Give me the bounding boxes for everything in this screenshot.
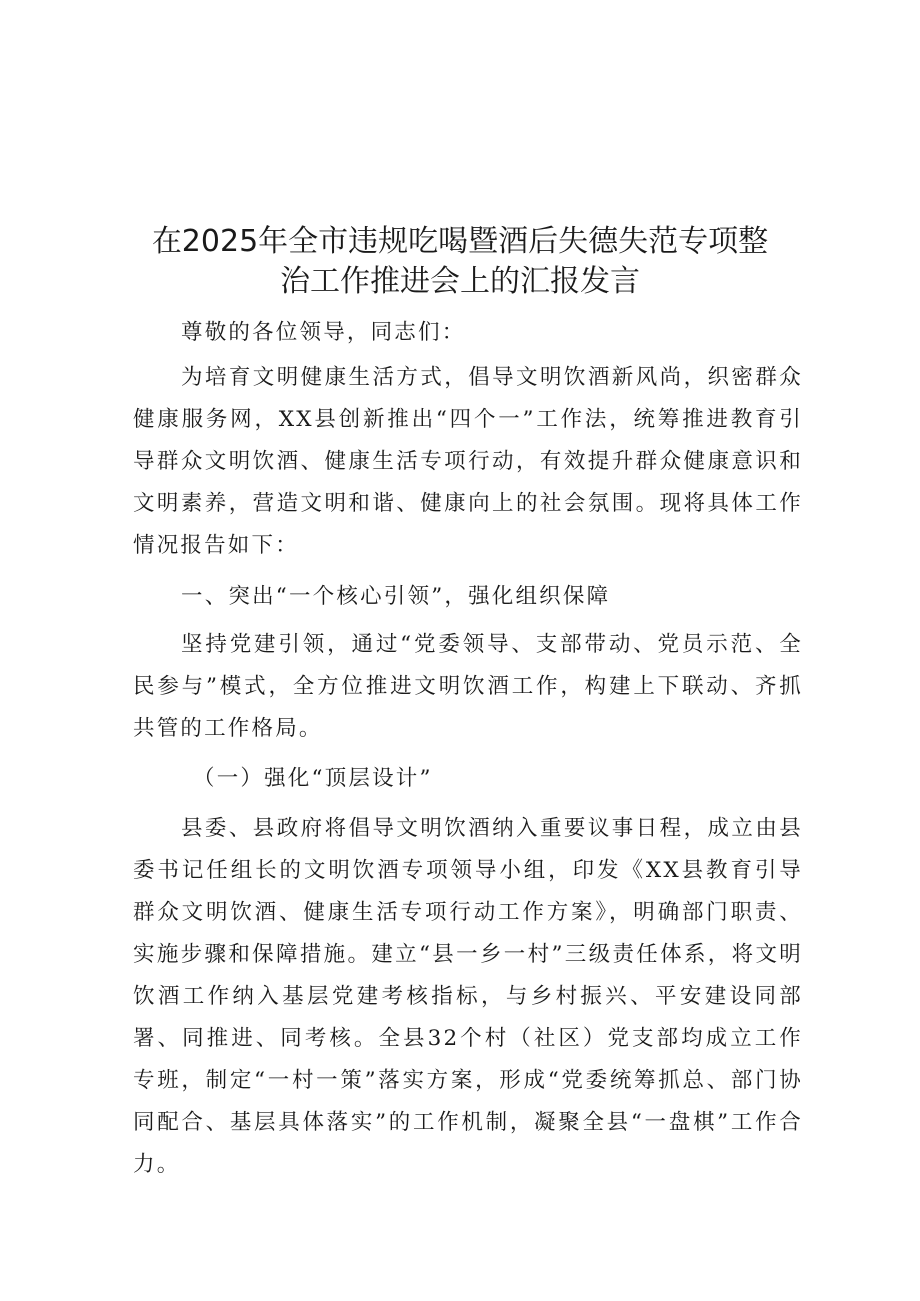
- document-title-line-1: 在2025年全市违规吃喝暨酒后失德失范专项整: [151, 224, 769, 259]
- section-1-paragraph: 坚持党建引领，通过“党委领导、支部带动、党员示范、全民参与”模式，全方位推进文明饮酒工作，构建上下联动、齐抓共管的工作格局。: [133, 632, 803, 741]
- document-title-line-2: 治工作推进会上的汇报发言: [280, 264, 640, 299]
- subsection-heading-1: （一）强化“顶层设计”: [193, 766, 433, 791]
- greeting: 尊敬的各位领导，同志们：: [181, 320, 466, 345]
- section-heading-1: 一、突出“一个核心引领”，强化组织保障: [181, 584, 611, 609]
- intro-paragraph: 为培育文明健康生活方式，倡导文明饮酒新风尚，织密群众健康服务网，XX县创新推出“四个一”工作法，统筹推进教育引导群众文明饮酒、健康生活专项行动，有效提升群众健康意识和文明素养，营造文明和谐、健康向上的社会氛围。现将具体工作情况报告如下：: [133, 365, 803, 558]
- subsection-1-paragraph: 县委、县政府将倡导文明饮酒纳入重要议事日程，成立由县委书记任组长的文明饮酒专项领导小组，印发《XX县教育引导群众文明饮酒、健康生活专项行动工作方案》，明确部门职责、实施步骤和保障措施。建立“县一乡一村”三级责任体系，将文明饮酒工作纳入基层党建考核指标，与乡村振兴、平安建设同部署、同推进、同考核。全县32个村（社区）党支部均成立工作专班，制定“一村一策”落实方案，形成“党委统筹抓总、部门协同配合、基层具体落实”的工作机制，凝聚全县“一盘棋”工作合力。: [133, 816, 803, 1177]
